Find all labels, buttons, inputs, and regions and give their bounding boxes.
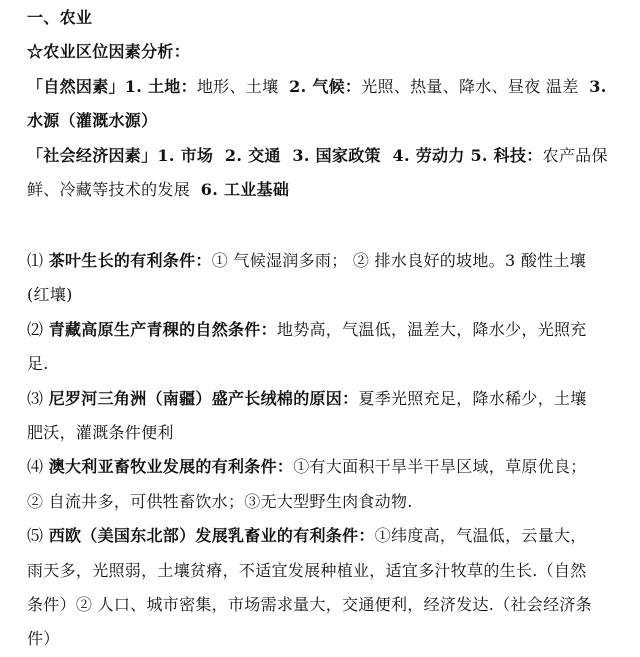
bold-text: 「社会经济因素」1. 市场 2. 交通 3. 国家政策 4. 劳动力 5. 科技： — [27, 145, 543, 165]
favorable-conditions-list — [27, 244, 627, 657]
text-line — [27, 519, 627, 553]
body-text: 条件）② 人口、城市密集，市场需求量大，交通便利，经济发达.（社会经济条 — [27, 594, 592, 614]
text-line — [27, 70, 627, 104]
body-text: 足. — [27, 354, 49, 374]
bold-text: 3. — [589, 76, 607, 96]
bold-text: 西欧（美国东北部）发展乳畜业的有利条件： — [48, 526, 375, 546]
body-text: ⑸ — [27, 526, 49, 546]
agriculture-location-factors — [27, 1, 627, 207]
bold-text: 茶叶生长的有利条件： — [48, 251, 212, 270]
body-text: 夏季光照充足，降水稀少，土壤 — [358, 388, 587, 408]
body-text: 雨天多，光照弱，土壤贫瘠，不适宜发展种植业，适宜多汁牧草的生长.（自然 — [27, 560, 587, 580]
bold-text: 一、农业 — [27, 8, 93, 27]
bold-text: 2. 气候： — [289, 76, 362, 96]
body-text: ⑷ — [27, 457, 49, 477]
body-text: 农产品保 — [542, 145, 608, 165]
text-line — [27, 139, 627, 173]
text-line — [27, 244, 627, 278]
text-line — [27, 278, 627, 312]
bold-text: 尼罗河三角洲（南疆）盛产长绒棉的原因： — [48, 388, 359, 408]
bold-text: 澳大利亚畜牧业发展的有利条件： — [48, 457, 294, 477]
body-text: ② 自流井多，可供牲畜饮水；③无大型野生肉食动物. — [27, 491, 413, 511]
text-line — [27, 554, 627, 588]
text-line — [27, 173, 627, 207]
body-text: ⑴ — [27, 251, 49, 270]
body-text: ⑶ — [27, 388, 49, 408]
body-text: 地势高，气温低，温差大，降水少，光照充 — [276, 319, 587, 339]
bold-text: 水源（灌溉水源） — [27, 111, 158, 131]
text-line — [27, 1, 627, 35]
body-text: 件） — [27, 629, 60, 649]
body-text: ① 气候湿润多雨； ② 排水良好的坡地。3 酸性土壤 — [211, 251, 587, 270]
text-line — [27, 485, 627, 519]
body-text: 光照、热量、降水、昼夜 温差 — [361, 76, 590, 96]
text-line — [27, 382, 627, 416]
text-line — [27, 347, 627, 381]
bold-text: ☆农业区位因素分析： — [27, 42, 191, 62]
body-text: 地形、土壤 — [196, 76, 290, 96]
bold-text: 「自然因素」1. 土地： — [27, 76, 197, 96]
body-text: (红壤) — [27, 285, 73, 305]
bold-text: 青藏高原生产青稞的自然条件： — [48, 319, 277, 339]
text-line — [27, 313, 627, 347]
bold-text: 6. 工业基础 — [200, 179, 290, 199]
body-text: 肥沃，灌溉条件便利 — [27, 422, 174, 442]
text-line — [27, 104, 627, 138]
body-text: ①纬度高，气温低，云量大， — [374, 526, 587, 546]
body-text: ①有大面积干旱半干旱区域，草原优良； — [293, 457, 587, 477]
text-line — [27, 588, 627, 622]
text-line — [27, 35, 627, 69]
text-line — [27, 450, 627, 484]
text-line — [27, 622, 627, 656]
body-text: ⑵ — [27, 319, 49, 339]
body-text: 鲜、冷藏等技术的发展 — [27, 179, 201, 199]
text-line — [27, 416, 627, 450]
